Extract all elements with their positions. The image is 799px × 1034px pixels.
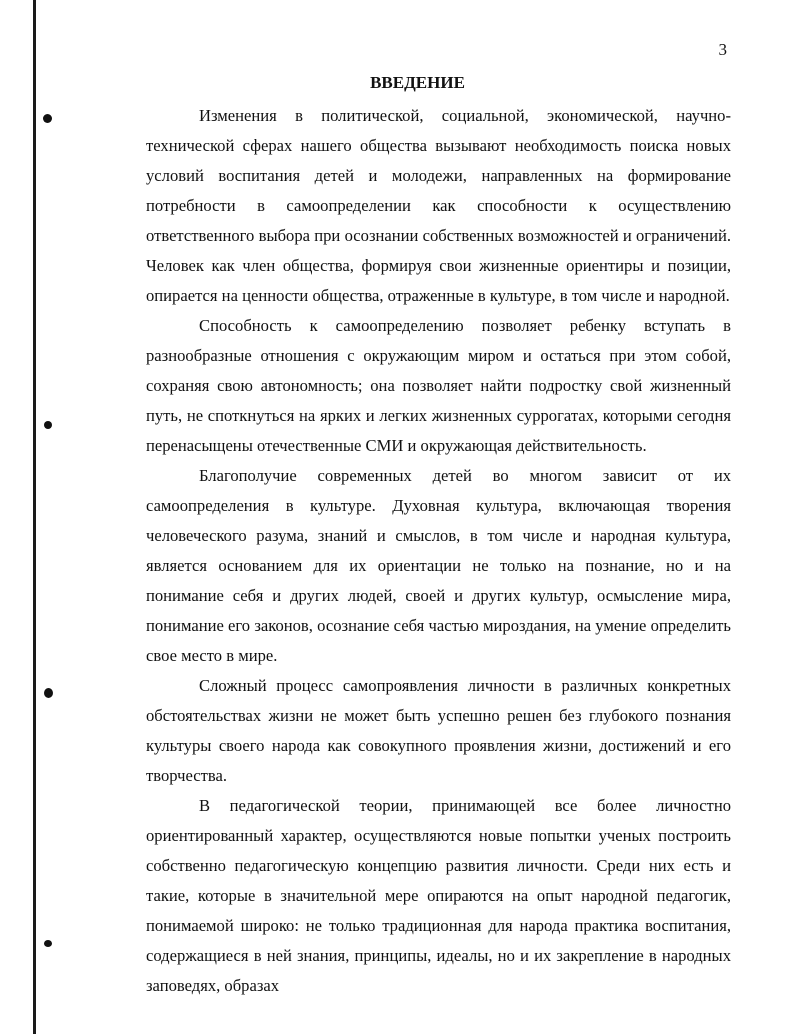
binding-edge-line [33,0,36,1034]
paragraph: Способность к самоопределению позволяет ребенку вступать в разнообразные отношения с окружающим миром и остаться при этом собой, сохраняя свою автономность; она позволяет найти подростку свой жизненный путь, не споткнуться на ярких и легких жизненных суррогатах, которыми сегодня перенасыщены отечественные СМИ и окружающая действительность. [146,316,731,455]
page-number: 3 [718,40,727,59]
body-text [146,101,731,1001]
paragraph: Изменения в политической, социальной, экономической, научно-технической сферах нашего общества вызывают необходимость поиска новых условий воспитания детей и молодежи, направленных на формирование потребности в самоопределении как способности к осуществлению ответственного выбора при осознании собственных возможностей и ограничений. Человек как член общества, формируя свои жизненные ориентиры и позиции, опирается на ценности общества, отраженные в культуре, в том числе и народной. [146,106,731,305]
page-title: ВВЕДЕНИЕ [370,73,465,92]
punch-hole-mark [44,688,53,698]
punch-hole-mark [43,114,52,123]
paragraph: В педагогической теории, принимающей все более личностно ориентированный характер, осуществляются новые попытки ученых построить собственно педагогическую концепцию развития личности. Среди них есть и такие, которые в значительной мере опираются на опыт народной педагогик, понимаемой широко: не только традиционная для народа практика воспитания, содержащиеся в ней знания, принципы, идеалы, но и их закрепление в народных заповедях, образах [146,796,731,995]
paragraph: Благополучие современных детей во многом зависит от их самоопределения в культуре. Духовная культура, включающая творения человеческого разума, знаний и смыслов, в том числе и народная культура, является основанием для их ориентации не только на познание, но и на понимание себя и других людей, своей и других культур, осмысление мира, понимание его законов, осознание себя частью мироздания, на умение определить свое место в мире. [146,466,731,665]
paragraph: Сложный процесс самопроявления личности в различных конкретных обстоятельствах жизни не может быть успешно решен без глубокого познания культуры своего народа как совокупного проявления жизни, достижений и его творчества. [146,676,731,785]
punch-hole-mark [44,940,52,947]
punch-hole-mark [44,421,52,429]
